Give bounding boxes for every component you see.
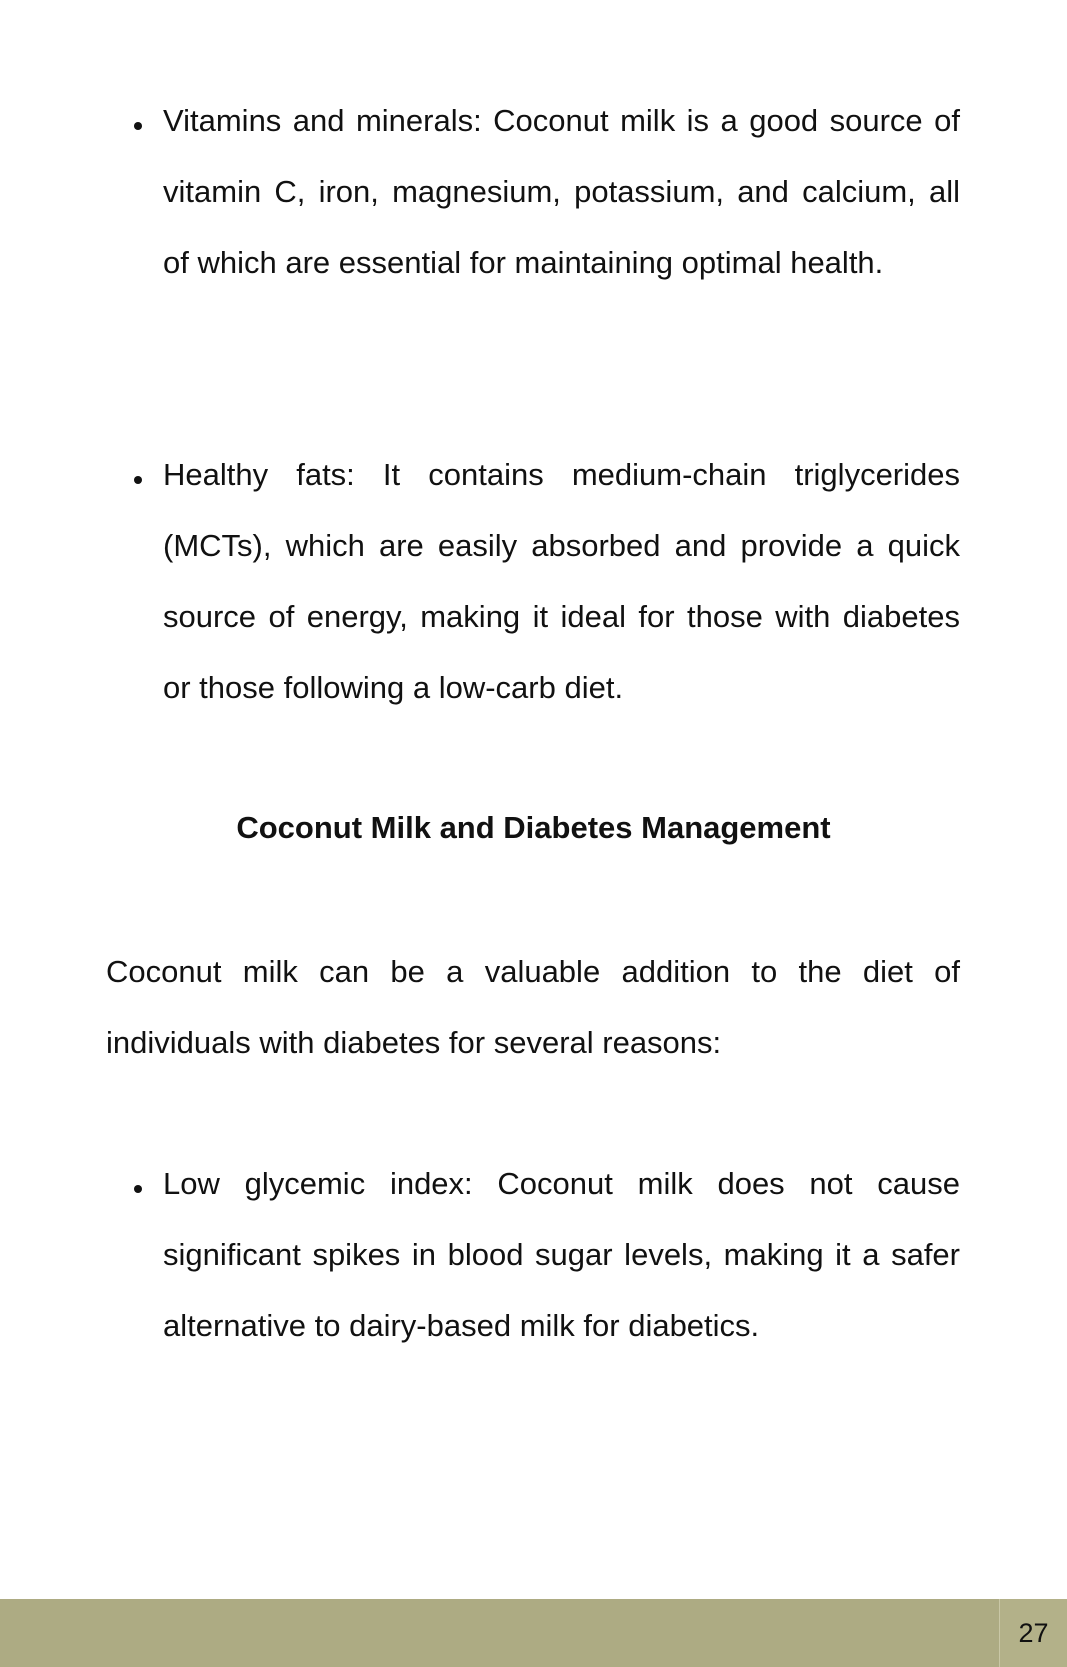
bullet-low-glycemic-index: Low glycemic index: Coconut milk does not cause significant spikes in blood sugar levels, making it a safer alternative to dairy-based milk for diabetics.: [163, 1166, 960, 1343]
intro-paragraph: Coconut milk can be a valuable addition to the diet of individuals with diabetes for several reasons:: [106, 954, 960, 1060]
bullet-icon: [134, 476, 142, 484]
bullet-icon: [134, 1185, 142, 1193]
bullet-healthy-fats: Healthy fats: It contains medium-chain triglycerides (MCTs), which are easily absorbed and provide a quick source of energy, making it ideal for those with diabetes or those following a low-carb diet.: [163, 457, 960, 705]
bullet-vitamins-minerals: Vitamins and minerals: Coconut milk is a good source of vitamin C, iron, magnesium, potassium, and calcium, all of which are essential for maintaining optimal health.: [163, 103, 960, 280]
page-number: 27: [999, 1599, 1067, 1667]
section-heading: Coconut Milk and Diabetes Management: [236, 810, 831, 845]
bullet-icon: [134, 122, 142, 130]
footer-bar: [0, 1599, 1067, 1667]
